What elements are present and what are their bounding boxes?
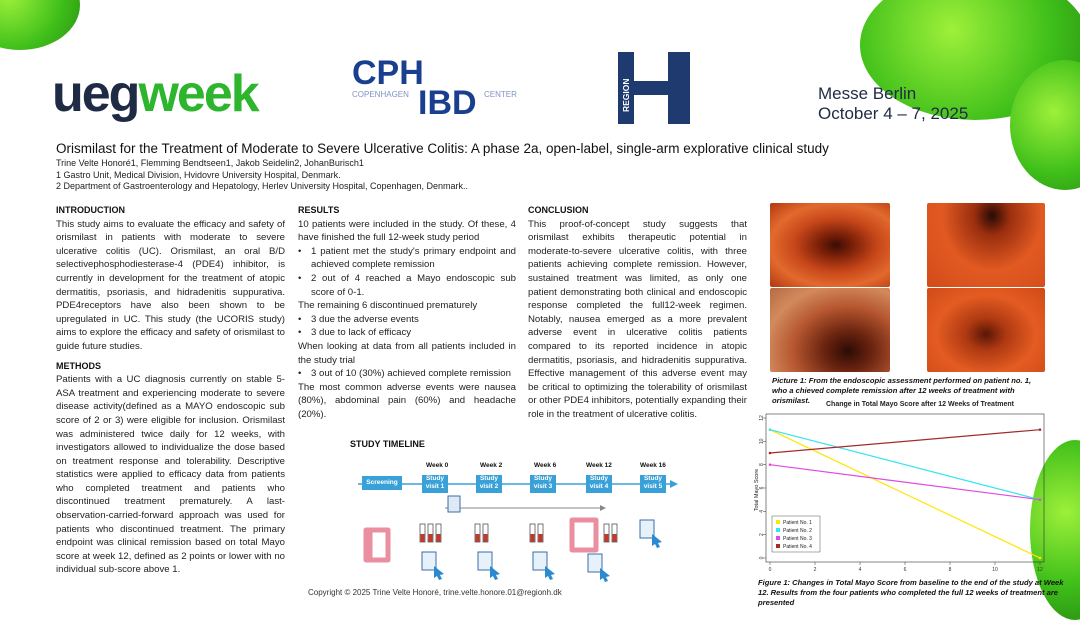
data-point xyxy=(769,463,772,466)
results-bullets-1 xyxy=(298,245,516,299)
results-bullets-2 xyxy=(298,313,516,340)
timeline-week-16: Week 16 xyxy=(640,462,666,469)
list-item: • 1 patient met the study's primary endpoint and achieved complete remission xyxy=(298,245,516,272)
event-dates: October 4 – 7, 2025 xyxy=(818,104,969,123)
conclusion-heading: CONCLUSION xyxy=(528,205,589,215)
conclusion-text: This proof-of-concept study suggests that orismilast exhibits therapeutic potential in moderate-to-severe ulcerative colitis, with three patients achieving complete remission. However, sustained treatment was limited, as only one patient demonstrating both clinical and endoscopic response completed the full12-week regimen. Notably, nausea emerged as a more prevalent adverse event in ulcerative colitis patients compared to its reported incidence in atopic dermatitis, psoriasis, and hidradenitis suppurativa. Effective management of this adverse event may be critical to optimizing the tolerability of orismilast or other PDE4 inhibitors, potentially expanding their role in the treatment of ulcerative colitis. xyxy=(528,218,747,420)
legend-swatch xyxy=(776,536,780,540)
authors: Trine Velte Honoré1, Flemming Bendtseen1, Jakob Seidelin2, JohanBurisch1 xyxy=(56,158,364,168)
series-line-patient-2 xyxy=(770,430,1040,500)
region-logo-text: REGION xyxy=(621,78,631,112)
mayo-score-chart xyxy=(750,398,1070,578)
timeline-title: STUDY TIMELINE xyxy=(350,439,425,449)
results-heading: RESULTS xyxy=(298,205,340,215)
results-intro: 10 patients were included in the study. Of these, 4 have finished the full 12-week study period xyxy=(298,218,516,244)
timeline-screening: Screening xyxy=(362,476,402,490)
endoscopy-photo-3 xyxy=(770,288,890,372)
colon-icon xyxy=(366,530,388,560)
cph-center-text: CENTER xyxy=(484,90,517,99)
y-tick-label: 8 xyxy=(759,463,765,467)
chart-y-axis-label: Total Mayo Score xyxy=(754,468,760,512)
legend-swatch xyxy=(776,520,780,524)
cph-text: CPH xyxy=(352,54,424,92)
legend-swatch xyxy=(776,544,780,548)
methods-text: Patients with a UC diagnosis currently on stable 5-ASA treatment and experiencing moderate to severe disease activity(defined as a MAYO endoscopic sub score of 2 or 3) were eligible for inclusion. Orismilast was administered twice daily for 12 weeks, with investigators allowed to individualize the dose based on treatment response and tolerability. Descriptive statistics were applied to efficacy data from patients who completed treatment and patients who discontinued treatment prematurely. A last-observation-carried-forward approach was used for patients who discontinued treatment. The primary endpoint was clinical remission based on total Mayo score at week 12, defined as 2 points or lower with no individual sub-score above 1. xyxy=(56,374,285,576)
data-point xyxy=(1039,557,1042,560)
introduction-text: This study aims to evaluate the efficacy and safety of orismilast in patients with moderate to severe ulcerative colitis (UC). Orismilast, an oral B/D selectivephosphodiesterase-4 (PDE4) inhibitor, is currently in development for the treatment of atopic dermatitis, psoriasis, and hidradenitis suppurativa. PDE4receptors have also been shown to be upregulated in UC. This study (the UCORIS study) aims to explore the efficacy and safety of orismilast to guide future studies. xyxy=(56,218,285,352)
cph-copenhagen-text: COPENHAGEN xyxy=(352,90,409,99)
results-mid: The remaining 6 discontinued prematurely xyxy=(298,300,478,312)
cph-ibd-logo xyxy=(352,56,522,120)
list-item: • 2 out of 4 reached a Mayo endoscopic sub score of 0-1. xyxy=(298,272,516,299)
timeline-visit-4: Study visit 4 xyxy=(586,475,612,493)
data-point xyxy=(1039,428,1042,431)
y-tick-label: 6 xyxy=(759,486,765,490)
venue-name: Messe Berlin xyxy=(818,84,917,103)
ibd-text: IBD xyxy=(418,84,477,122)
data-point xyxy=(1039,498,1042,501)
legend-label: Patient No. 2 xyxy=(783,528,812,534)
timeline-visit-2: Study visit 2 xyxy=(476,475,502,493)
y-tick-label: 12 xyxy=(759,415,765,421)
y-tick-label: 2 xyxy=(759,533,765,537)
logo-week-text: week xyxy=(138,65,258,123)
chart-title: Change in Total Mayo Score after 12 Weeks of Treatment xyxy=(825,401,1015,408)
decorative-blob-top-left xyxy=(0,0,80,50)
x-tick-label: 4 xyxy=(858,567,862,573)
list-item: • 3 out of 10 (30%) achieved complete remission xyxy=(298,367,516,381)
results-bullets-3 xyxy=(298,367,516,381)
results-mid2: When looking at data from all patients included in the study trial xyxy=(298,340,516,366)
column-introduction-methods xyxy=(56,204,285,577)
ueg-week-logo xyxy=(52,65,258,123)
data-point xyxy=(769,452,772,455)
poster-title: Orismilast for the Treatment of Moderate to Severe Ulcerative Colitis: A phase 2a, open-label, single-arm explorative clinical study xyxy=(56,141,829,156)
x-tick-label: 12 xyxy=(1037,567,1043,573)
colon-icon xyxy=(572,520,596,550)
y-tick-label: 10 xyxy=(759,438,765,445)
x-tick-label: 8 xyxy=(948,567,952,573)
endoscopy-photo-4 xyxy=(927,288,1045,372)
y-tick-label: 4 xyxy=(759,509,765,513)
timeline-week-6: Week 6 xyxy=(534,462,557,469)
results-outro: The most common adverse events were nausea (80%), abdominal pain (60%) and headache (20%). xyxy=(298,381,516,420)
venue-block xyxy=(818,84,968,124)
legend-label: Patient No. 4 xyxy=(783,544,812,550)
x-tick-label: 0 xyxy=(768,567,772,573)
column-results xyxy=(298,204,516,422)
endoscopy-photo-2 xyxy=(927,203,1045,287)
affiliation-1: 1 Gastro Unit, Medical Division, Hvidovre University Hospital, Denmark. xyxy=(56,169,341,180)
endoscopy-photo-1 xyxy=(770,203,890,287)
legend-label: Patient No. 1 xyxy=(783,520,812,526)
timeline-week-0: Week 0 xyxy=(426,462,449,469)
timeline-week-2: Week 2 xyxy=(480,462,503,469)
logo-ueg-text: ueg xyxy=(52,65,139,123)
study-timeline xyxy=(350,458,680,584)
introduction-heading: INTRODUCTION xyxy=(56,205,125,215)
timeline-visit-5: Study visit 5 xyxy=(640,475,666,493)
timeline-visit-3: Study visit 3 xyxy=(530,475,556,493)
x-tick-label: 10 xyxy=(992,567,998,573)
data-point xyxy=(769,428,772,431)
picture-caption: Picture 1: From the endoscopic assessment performed on patient no. 1, who a chieved complete remission after 12 weeks of treatment with orismilast. xyxy=(772,376,1032,405)
list-item: • 3 due the adverse events xyxy=(298,313,516,327)
list-item: • 3 due to lack of efficacy xyxy=(298,326,516,340)
chart-svg xyxy=(750,398,1070,578)
timeline-visit-1: Study visit 1 xyxy=(422,475,448,493)
legend-label: Patient No. 3 xyxy=(783,536,812,542)
copyright: Copyright © 2025 Trine Velte Honoré, trine.velte.honore.01@regionh.dk xyxy=(308,588,562,597)
methods-heading: METHODS xyxy=(56,360,101,371)
series-line-patient-4 xyxy=(770,430,1040,453)
legend-swatch xyxy=(776,528,780,532)
pill-box-icon xyxy=(448,496,460,512)
authors-block xyxy=(56,158,468,193)
figure-caption: Figure 1: Changes in Total Mayo Score from baseline to the end of the study at Week 12. Results from the four patients who completed the full 12 weeks of treatment are presented xyxy=(758,578,1064,607)
x-tick-label: 2 xyxy=(813,567,817,573)
affiliation-2: 2 Department of Gastroenterology and Hepatology, Herlev University Hospital, Copenhagen, Denmark.. xyxy=(56,181,469,191)
timeline-week-12: Week 12 xyxy=(586,462,612,469)
region-h-logo xyxy=(618,52,690,124)
x-tick-label: 6 xyxy=(903,567,907,573)
y-tick-label: 0 xyxy=(759,556,765,560)
column-conclusion xyxy=(528,204,747,422)
